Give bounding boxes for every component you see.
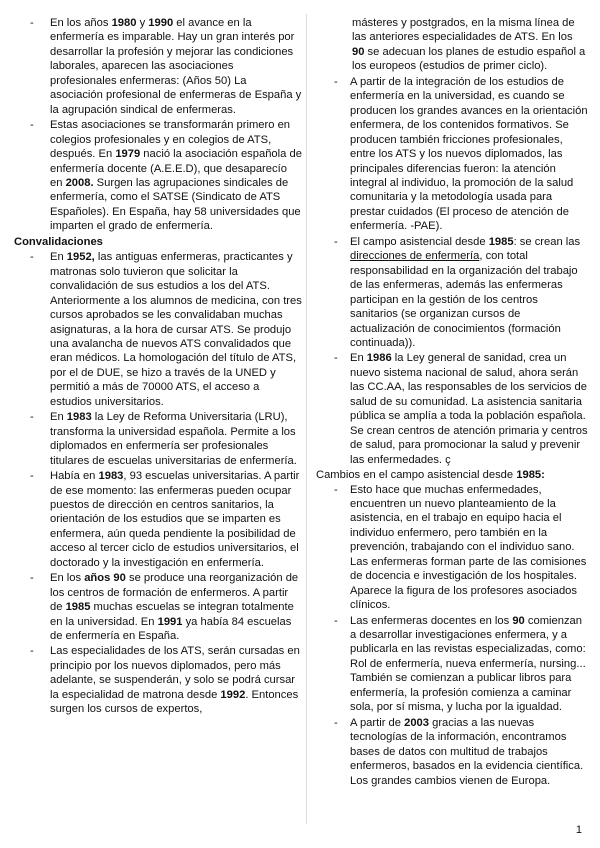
text-run: nació la asociación española de enfermería docente (A.E.E.D), que desaparecío en	[50, 148, 302, 189]
list-item	[316, 716, 588, 788]
text-run: y	[136, 17, 149, 29]
list-item	[316, 235, 588, 351]
subheading-cambios	[316, 468, 588, 482]
bold-text: 1991	[157, 615, 183, 628]
bold-text: 1992	[220, 688, 246, 701]
text-run: En	[50, 251, 67, 264]
list-item	[316, 483, 588, 613]
left-column	[14, 16, 302, 718]
section-heading-convalidaciones: Convalidaciones	[14, 235, 103, 248]
bold-text: años 90	[84, 572, 126, 585]
bold-text: 1983	[66, 411, 92, 424]
bold-text: 2003	[404, 716, 429, 729]
bullet-dash: -	[30, 645, 34, 658]
bold-text: 90	[512, 614, 525, 627]
bold-text: 1985:	[516, 469, 545, 482]
text-run: Las enfermeras docentes en los	[350, 614, 513, 627]
text-run: En	[50, 411, 67, 424]
text-run: En	[350, 352, 367, 365]
list-item	[316, 75, 588, 234]
bullet-dash: -	[334, 614, 338, 627]
text-run: másteres y postgrados, en la misma línea de las anteriores especialidades de ATS. En los	[352, 17, 575, 44]
bullet-dash: -	[334, 483, 338, 496]
text-run: Cambios en el campo asistencial desde	[316, 469, 517, 482]
bullet-dash: -	[30, 119, 34, 132]
text-run: Estas asociaciones se transformarán primero en colegios profesionales y en colegios de ATS, después. En	[50, 119, 291, 161]
text-run: se produce una reorganización de los centros de formación de enfermeros. A partir de	[50, 572, 299, 614]
text-run: el avance en la enfermería es imparable. Hay un gran interés por desarrollar la profesión y mejorar las condiciones laborales, aparecen las asociaciones profesionales enfermeras: (Años 50) La asociación profesional de enfermeras de España y la agrupación sindical de enfermeras.	[50, 17, 302, 116]
text-run: , 93 escuelas universitarias. A partir de ese momento: las enfermeras pueden ocupar puestos de dirección en centros sanitarios, la orientación de los estudios que se imparten es enfermera, aún queda pendiente la posibilidad de acceso al tercer ciclo de estudios universitarios, el doctorado y la investigación en enfermería.	[50, 470, 300, 569]
text-run: A partir de la integración de los estudios de enfermería en la universidad, es cuando se producen los grandes avances en la orientación enfermera, de los contenidos formativos. Se producen también fricciones profesionales, entre los ATS y los nuevos diplomados, las principales diferencias fueron: la atención integral al individuo, la promoción de la salud comunitaria y la metodología usada para prestar cuidados (El proceso de atención de enfermería. -PAE).	[350, 75, 588, 233]
bullet-dash: -	[334, 352, 338, 365]
right-column	[316, 16, 588, 789]
text-run: , con total responsabilidad en la organización del trabajo de las enfermeras, además las enfermeras participan en la gestión de los centros sanitarios (se organizan cursos de actualización de conocimientos (formación continuada)).	[350, 250, 578, 349]
list-item	[14, 16, 302, 117]
list-item	[14, 469, 302, 570]
left-items-top	[14, 16, 302, 234]
list-item	[14, 410, 302, 468]
text-run: se adecuan los planes de estudio español a los europeos (estudios de primer ciclo).	[352, 45, 586, 73]
bold-text: 1990	[148, 17, 174, 29]
bullet-dash: -	[30, 470, 34, 483]
bullet-dash: -	[334, 716, 338, 729]
page-number: 1	[575, 824, 582, 836]
text-run: A partir de	[350, 716, 405, 729]
text-run: las antiguas enfermeras, practicantes y matronas solo tuvieron que solicitar la convalidación de sus estudios a los del ATS. Anteriormente a los alumnos de medicina, con tres cursos aprobados se les convalidaban muchas asignaturas, a la hora de cursar ATS. Se produjo una avalancha de nuevos ATS convalidados que eran médicos. La homologación del título de ATS, por el de DUE, se hizo a través de la UNED y permitió a más de 70000 ATS, el acceso a estudios universitarios.	[50, 251, 302, 408]
underlined-text: direcciones de enfermería	[350, 250, 480, 263]
text-run: Las especialidades de los ATS, serán cursadas en principio por los nuevos diplomados, pero más adelante, se suspenderán, y solo se podrá cursar la especialidad de matrona desde	[50, 645, 300, 701]
bullet-dash: -	[30, 17, 34, 29]
text-run: En los años	[50, 17, 112, 29]
bold-text: 1980	[111, 17, 137, 29]
bold-text: 1985	[65, 601, 91, 614]
left-items-convalidaciones	[14, 250, 302, 717]
list-item	[316, 614, 588, 715]
bullet-dash: -	[30, 411, 34, 424]
bullet-dash: -	[30, 572, 34, 585]
list-item	[14, 118, 302, 234]
text-run: la Ley de Reforma Universitaria (LRU), transforma la universidad española. Permite a los diplomados en enfermería ser profesionales titulares de escuelas universitarias de enfermería.	[50, 411, 297, 467]
text-run: comienzan a desarrollar investigaciones enfermera, y a publicarla en las revistas especializadas, como: Rol de enfermería, nueva enfermería, nursing... También se comienzan a publicar libros para enfermería, la profesión comienza a caminar sola, por sí misma, y lucha por la igualdad.	[350, 614, 586, 714]
text-run: : se crean las	[513, 235, 581, 248]
bold-text: 1983	[98, 470, 124, 483]
list-item	[14, 644, 302, 716]
text-run: ya había 84 escuelas de enfermería en España.	[50, 615, 292, 643]
continued-paragraph	[316, 16, 588, 74]
text-run: muchas escuelas se integran totalmente en la universidad. En	[50, 601, 294, 628]
bold-text: 1952,	[66, 251, 95, 264]
text-run: Esto hace que muchas enfermedades, encuentren un nuevo planteamiento de la asistencia, en el trabajo en equipo hacia el individuo enfermero, pero también en la prevención, trabajando con el individuo sano. Las enfermeras forman parte de las comisiones de docencia e investigación de los hospitales. Aparece la figura de los profesores asociados clínicos.	[350, 483, 587, 612]
bold-text: 1985	[488, 235, 514, 248]
text-run: gracias a las nuevas tecnologías de la información, encontramos bases de datos con multitud de trabajos enfermeros, basados en la evidencia científica. Los grandes cambios vienen de Europa.	[350, 716, 584, 787]
bullet-dash: -	[334, 75, 338, 88]
text-run: la Ley general de sanidad, crea un nuevo sistema nacional de salud, ahora serán las CC.AA, las responsables de los servicios de salud de su comunidad. La asistencia sanitaria pública se amplía a toda la población española. Se crean centros de atención primaria y centros de salud, para promocionar la salud y prevenir las enfermedades. ç	[350, 352, 588, 466]
list-item	[14, 250, 302, 409]
text-run: En los	[50, 572, 85, 585]
text-run: Surgen las agrupaciones sindicales de enfermería, como el SATSE (Sindicato de ATS Españoles). En España, hay 58 universidades que imparten el grado de enfermería.	[50, 176, 301, 233]
list-item	[14, 571, 302, 643]
column-divider	[306, 14, 307, 824]
text-run: . Entonces surgen los cursos de expertos,	[50, 688, 299, 716]
text-run: Había en	[50, 470, 99, 483]
bold-text: 1986	[366, 352, 392, 365]
text-run: El campo asistencial desde	[350, 235, 489, 248]
bold-text: 90	[352, 45, 365, 58]
bold-text: 1979	[115, 148, 141, 161]
bold-text: 2008.	[65, 176, 94, 189]
list-item	[316, 351, 588, 467]
right-items-top	[316, 75, 588, 467]
bullet-dash: -	[30, 251, 34, 264]
bullet-dash: -	[334, 235, 338, 248]
right-items-cambios	[316, 483, 588, 789]
